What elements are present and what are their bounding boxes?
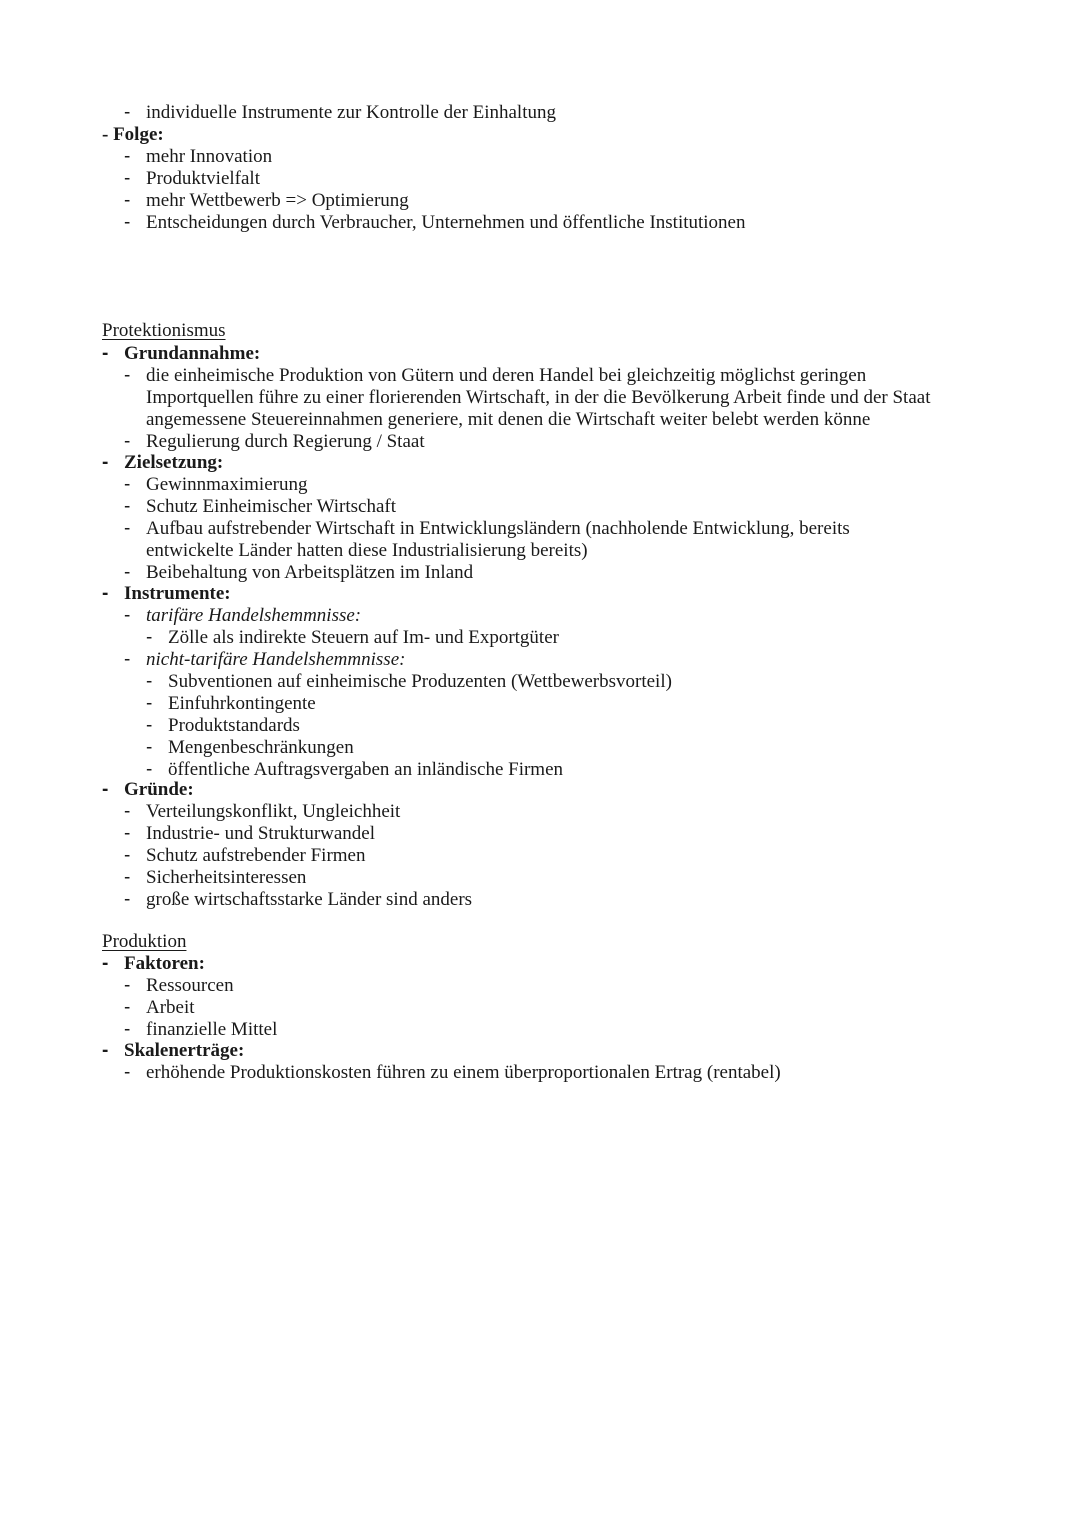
bullet-dash: - (146, 759, 153, 780)
list-item: Gewinnmaximierung (146, 474, 308, 495)
bullet-dash: - (124, 212, 131, 233)
list-item: öffentliche Auftragsvergaben an inländische Firmen (168, 759, 564, 780)
bullet-dash: - (124, 823, 131, 844)
list-item: Entscheidungen durch Verbraucher, Unternehmen und öffentliche Institutionen (146, 212, 746, 233)
sublabel-nicht-tarifaer: nicht-tarifäre Handelshemmnisse: (146, 649, 406, 670)
list-item: Verteilungskonflikt, Ungleichheit (146, 801, 401, 822)
bullet-dash: - (124, 365, 131, 386)
list-item: Produktstandards (168, 715, 300, 736)
bullet-dash: - (124, 867, 131, 888)
bullet-dash: - (124, 889, 131, 910)
bullet-dash: - (102, 779, 109, 800)
bullet-dash: - (124, 997, 131, 1018)
bullet-dash: - (146, 671, 153, 692)
label-instrumente: Instrumente: (124, 583, 231, 604)
bullet-dash: - (124, 605, 131, 626)
list-item: Schutz aufstrebender Firmen (146, 845, 366, 866)
list-item: erhöhende Produktionskosten führen zu einem überproportionalen Ertrag (rentabel) (146, 1062, 781, 1083)
list-item: die einheimische Produktion von Gütern und deren Handel bei gleichzeitig möglichst geringen (146, 365, 867, 386)
list-item-continuation: entwickelte Länder hatten diese Industrialisierung bereits) (146, 540, 588, 561)
bullet-dash: - (146, 627, 153, 648)
list-item: Mengenbeschränkungen (168, 737, 354, 758)
list-item: Aufbau aufstrebender Wirtschaft in Entwicklungsländern (nachholende Entwicklung, bereits (146, 518, 850, 539)
bullet-dash: - (124, 1062, 131, 1083)
bullet-dash: - (102, 583, 109, 604)
list-item: große wirtschaftsstarke Länder sind anders (146, 889, 473, 910)
bullet-dash: - (124, 431, 131, 452)
list-item-continuation: Importquellen führe zu einer florierenden Wirtschaft, in der die Bevölkerung Arbeit finde und der Staat (146, 387, 931, 408)
section-label-folge: - Folge: (102, 124, 164, 145)
list-item-continuation: angemessene Steuereinnahmen generiere, mit denen die Wirtschaft weiter belebt werden könne (146, 409, 871, 430)
bullet-dash: - (124, 496, 131, 517)
section-heading-produktion: Produktion (102, 931, 187, 952)
label-zielsetzung: Zielsetzung: (124, 452, 224, 473)
bullet-dash: - (124, 1019, 131, 1040)
label-grundannahme: Grundannahme: (124, 343, 261, 364)
bullet-dash: - (124, 474, 131, 495)
bullet-dash: - (102, 452, 109, 473)
bullet-dash: - (146, 693, 153, 714)
bullet-dash: - (124, 845, 131, 866)
list-item: Arbeit (146, 997, 195, 1018)
list-item: individuelle Instrumente zur Kontrolle der Einhaltung (146, 102, 556, 123)
list-item: Ressourcen (146, 975, 234, 996)
list-item: Subventionen auf einheimische Produzenten (Wettbewerbsvorteil) (168, 671, 672, 692)
bullet-dash: - (124, 649, 131, 670)
sublabel-tarifaer: tarifäre Handelshemmnisse: (146, 605, 362, 626)
section-heading-protektionismus: Protektionismus (102, 320, 226, 341)
bullet-dash: - (102, 953, 109, 974)
list-item: Zölle als indirekte Steuern auf Im- und Exportgüter (168, 627, 559, 648)
list-item: Beibehaltung von Arbeitsplätzen im Inland (146, 562, 474, 583)
bullet-dash: - (124, 975, 131, 996)
bullet-dash: - (124, 190, 131, 211)
bullet-dash: - (124, 518, 131, 539)
bullet-dash: - (124, 801, 131, 822)
list-item: mehr Innovation (146, 146, 273, 167)
label-skalenertraege: Skalenerträge: (124, 1040, 245, 1061)
bullet-dash: - (124, 168, 131, 189)
bullet-dash: - (102, 343, 109, 364)
list-item: Schutz Einheimischer Wirtschaft (146, 496, 397, 517)
list-item: finanzielle Mittel (146, 1019, 278, 1040)
label-gruende: Gründe: (124, 779, 194, 800)
list-item: Produktvielfalt (146, 168, 260, 189)
label-faktoren: Faktoren: (124, 953, 205, 974)
bullet-dash: - (124, 102, 131, 123)
bullet-dash: - (146, 737, 153, 758)
bullet-dash: - (102, 1040, 109, 1061)
list-item: Regulierung durch Regierung / Staat (146, 431, 425, 452)
bullet-dash: - (124, 146, 131, 167)
list-item: Industrie- und Strukturwandel (146, 823, 376, 844)
list-item: mehr Wettbewerb => Optimierung (146, 190, 409, 211)
list-item: Sicherheitsinteressen (146, 867, 307, 888)
list-item: Einfuhrkontingente (168, 693, 316, 714)
bullet-dash: - (146, 715, 153, 736)
bullet-dash: - (124, 562, 131, 583)
